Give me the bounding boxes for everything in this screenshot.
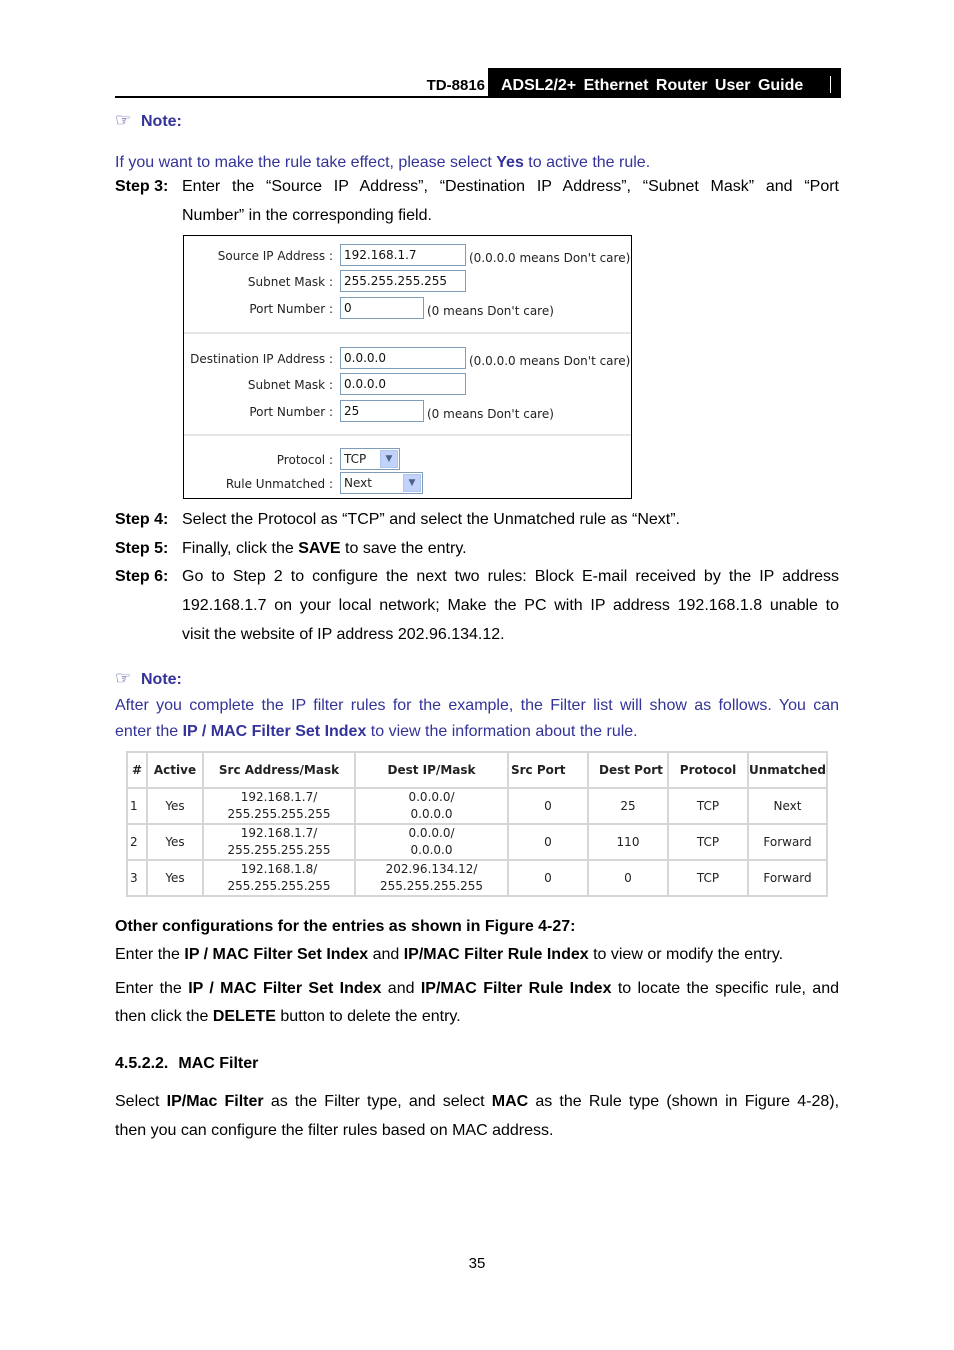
filter-list-table (126, 751, 828, 897)
dest-port-hint: (0 means Don't care) (427, 407, 554, 421)
table-row (127, 860, 827, 896)
source-mask-input[interactable]: 255.255.255.255 (340, 270, 466, 292)
cell-protocol: TCP (668, 824, 748, 860)
p2l2-a: then click the (115, 1008, 213, 1025)
page-number: 35 (468, 1255, 486, 1272)
mac-b: IP/Mac Filter (166, 1093, 264, 1110)
p2-b: IP / MAC Filter Set Index (188, 980, 382, 997)
form-divider (184, 332, 631, 334)
step3-line1: Enter the “Source IP Address”, “Destination IP Address”, “Subnet Mask” and “Port (182, 178, 839, 195)
col-header: Unmatched (748, 752, 827, 788)
p1-e: to view or modify the entry. (588, 946, 784, 963)
p1-b: IP / MAC Filter Set Index (184, 946, 369, 963)
header-title: ADSL2/2+ Ethernet Router User Guide (501, 77, 804, 94)
protocol-select[interactable] (340, 448, 400, 470)
cell-protocol: TCP (668, 788, 748, 824)
cell-unmatched: Forward (748, 824, 827, 860)
mac-e: as the Rule type (shown in Figure 4-28), (528, 1093, 840, 1110)
cell-src-port: 0 (508, 824, 588, 860)
other-config-p2-line2 (115, 1002, 839, 1031)
p1-c: and (368, 946, 404, 963)
step6-line3: visit the website of IP address 202.96.134.12. (182, 626, 505, 643)
note-heading (115, 668, 182, 689)
page-header (115, 68, 841, 98)
table-row (127, 788, 827, 824)
section-heading (115, 1049, 839, 1078)
step5-text-pre: Finally, click the (182, 540, 299, 557)
step6-line2: 192.168.1.7 on your local network; Make the PC with IP address 192.168.1.8 unable to (182, 597, 839, 614)
p2l2-b: DELETE (212, 1008, 276, 1025)
source-mask-label: Subnet Mask : (247, 275, 333, 289)
protocol-select-value: TCP (344, 452, 367, 466)
cell-dst (355, 824, 508, 860)
note-text-bold: Yes (496, 154, 524, 171)
col-header: Protocol (668, 752, 748, 788)
ip-filter-form (183, 235, 632, 499)
note2-line2-pre: enter the (115, 723, 183, 740)
p1-a: Enter the (115, 946, 185, 963)
header-model: TD-8816 (426, 77, 485, 94)
source-ip-label: Source IP Address : (217, 249, 333, 263)
note-text-post: to active the rule. (523, 154, 651, 171)
dest-ip-hint: (0.0.0.0 means Don't care) (469, 354, 631, 368)
source-port-input[interactable]: 0 (340, 297, 424, 319)
header-title-bar (488, 68, 841, 97)
cell-dst-ip: 0.0.0.0/ (408, 826, 455, 840)
cell-src-mask: 255.255.255.255 (227, 843, 331, 857)
step3-line2: Number” in the corresponding field. (182, 207, 432, 224)
table-row (127, 824, 827, 860)
cell-src (203, 824, 355, 860)
pointing-hand-icon: ☞ (115, 110, 132, 130)
step5-text-bold: SAVE (298, 540, 341, 557)
cell-src (203, 788, 355, 824)
step6-label: Step 6: (115, 568, 169, 585)
cell-dst-mask: 255.255.255.255 (379, 879, 484, 893)
pointing-hand-icon: ☞ (115, 668, 132, 688)
cell-src-port: 0 (508, 860, 588, 896)
cell-src-mask: 255.255.255.255 (227, 807, 331, 821)
cell-unmatched: Next (748, 788, 827, 824)
source-ip-hint: (0.0.0.0 means Don't care) (469, 251, 631, 265)
chevron-down-icon: ▼ (403, 474, 421, 492)
cell-active: Yes (147, 824, 203, 860)
cell-dst-ip: 0.0.0.0/ (408, 790, 455, 804)
step5-label: Step 5: (115, 540, 169, 557)
step5-text-post: to save the entry. (340, 540, 467, 557)
cell-num: 3 (127, 860, 147, 896)
rule-unmatched-select-value: Next (344, 476, 372, 490)
step6-line1: Go to Step 2 to configure the next two rules: Block E-mail received by the IP address (182, 568, 839, 585)
col-header: Dest Port (588, 752, 668, 788)
protocol-label: Protocol : (276, 453, 333, 467)
cell-num: 2 (127, 824, 147, 860)
dest-mask-label: Subnet Mask : (247, 378, 333, 392)
note2-line2-bold: IP / MAC Filter Set Index (182, 723, 367, 740)
dest-port-input[interactable]: 25 (340, 400, 424, 422)
note-label: Note: (141, 671, 182, 688)
rule-unmatched-select[interactable] (340, 472, 423, 494)
step5-text (182, 534, 839, 563)
step4-label: Step 4: (115, 511, 169, 528)
dest-ip-input[interactable]: 0.0.0.0 (340, 347, 466, 369)
note-text-pre: If you want to make the rule take effect, please select (115, 154, 497, 171)
cell-active: Yes (147, 860, 203, 896)
col-header: # (127, 752, 147, 788)
cell-dst-mask: 0.0.0.0 (410, 843, 453, 857)
col-header: Dest IP/Mask (355, 752, 508, 788)
cell-dst (355, 788, 508, 824)
p2-c: and (381, 980, 421, 997)
cell-src-port: 0 (508, 788, 588, 824)
mac-c: as the Filter type, and select (263, 1093, 492, 1110)
mac-d: MAC (491, 1093, 529, 1110)
note-heading (115, 110, 182, 131)
cell-src-ip: 192.168.1.7/ (240, 826, 318, 840)
cell-dst-port: 25 (588, 788, 668, 824)
other-config-heading: Other configurations for the entries as shown in Figure 4-27: (115, 918, 576, 935)
section-number: 4.5.2.2. (115, 1055, 169, 1072)
cell-src-mask: 255.255.255.255 (227, 879, 331, 893)
cell-active: Yes (147, 788, 203, 824)
cell-dst-port: 0 (588, 860, 668, 896)
cell-src (203, 860, 355, 896)
cell-dst-mask: 0.0.0.0 (410, 807, 453, 821)
other-config-p1 (115, 940, 839, 969)
cell-dst-ip: 202.96.134.12/ (385, 862, 478, 876)
col-header: Src Port (508, 752, 588, 788)
col-header: Src Address/Mask (203, 752, 355, 788)
cell-src-ip: 192.168.1.7/ (240, 790, 318, 804)
other-config-p2-line1 (115, 974, 839, 1003)
note-label: Note: (141, 113, 182, 130)
rule-unmatched-label: Rule Unmatched : (225, 477, 333, 491)
form-divider (184, 434, 631, 436)
source-port-label: Port Number : (249, 302, 333, 316)
cell-src-ip: 192.168.1.8/ (240, 862, 318, 876)
p2-d: IP/MAC Filter Rule Index (420, 980, 612, 997)
dest-mask-input[interactable]: 0.0.0.0 (340, 373, 466, 395)
p2l2-c: button to delete the entry. (275, 1008, 461, 1025)
cell-unmatched: Forward (748, 860, 827, 896)
note2-line1: After you complete the IP filter rules for the example, the Filter list will show as follows. You can (115, 697, 839, 714)
section-title: MAC Filter (178, 1055, 259, 1072)
mac-para-line1 (115, 1087, 839, 1116)
step3-label: Step 3: (115, 178, 169, 195)
note2-line2-post: to view the information about the rule. (366, 723, 638, 740)
p2-a: Enter the (115, 980, 189, 997)
step4-text: Select the Protocol as “TCP” and select the Unmatched rule as “Next”. (182, 511, 680, 528)
dest-ip-label: Destination IP Address : (190, 352, 333, 366)
note2-line2 (115, 717, 839, 746)
dest-port-label: Port Number : (249, 405, 333, 419)
col-header: Active (147, 752, 203, 788)
cell-protocol: TCP (668, 860, 748, 896)
mac-a: Select (115, 1093, 167, 1110)
p1-d: IP/MAC Filter Rule Index (403, 946, 589, 963)
chevron-down-icon: ▼ (380, 450, 398, 468)
mac-para-line2: then you can configure the filter rules based on MAC address. (115, 1122, 554, 1139)
p2-e: to locate the specific rule, and (611, 980, 840, 997)
cell-dst (355, 860, 508, 896)
source-ip-input[interactable]: 192.168.1.7 (340, 244, 466, 266)
table-header-row (127, 752, 827, 788)
cell-dst-port: 110 (588, 824, 668, 860)
header-divider (830, 76, 831, 93)
source-port-hint: (0 means Don't care) (427, 304, 554, 318)
cell-num: 1 (127, 788, 147, 824)
